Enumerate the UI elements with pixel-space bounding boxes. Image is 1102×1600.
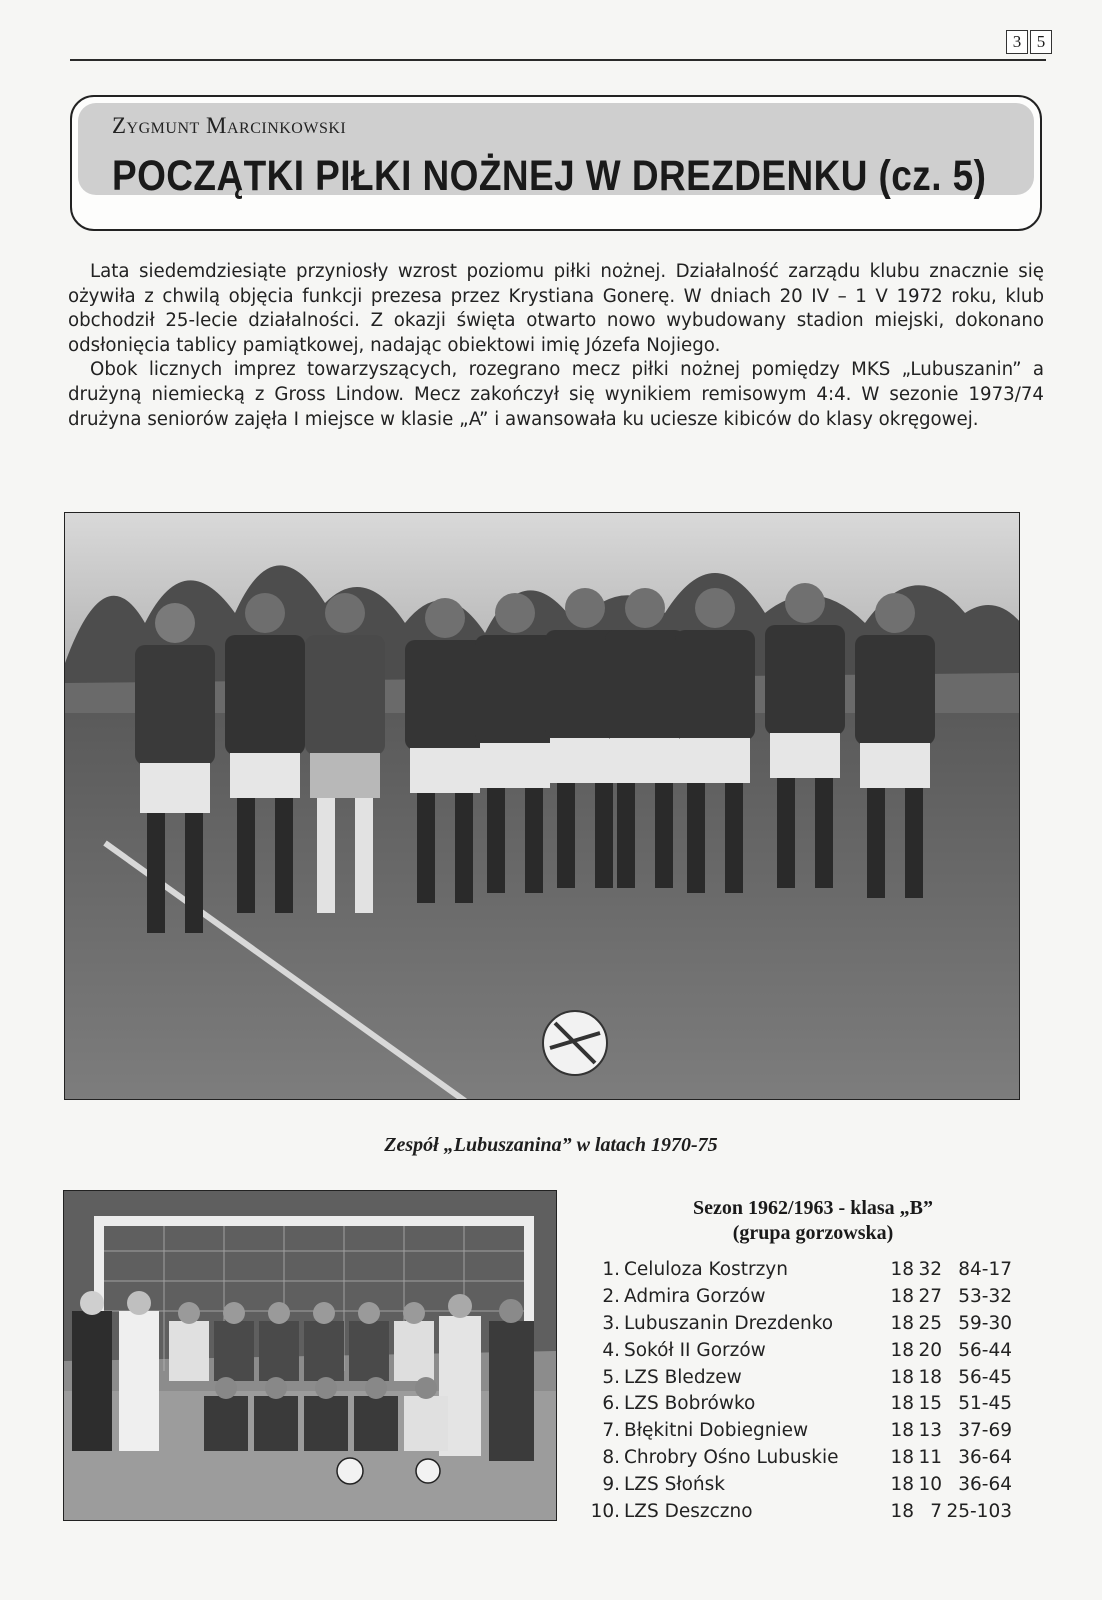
team-photo-small-image [64,1191,557,1521]
goal-difference: 56-45 [958,1366,1012,1388]
team-position: 1. [602,1258,620,1280]
team-position: 6. [602,1393,620,1415]
page-number [1006,30,1052,54]
standings-table [590,1256,1012,1525]
page-number-digit: 3 [1006,30,1028,54]
team-points: 15 [918,1393,942,1415]
team-points: 18 [918,1366,942,1388]
team-name: LZS Bledzew [624,1366,742,1388]
team-points: 10 [918,1474,942,1496]
games-played: 18 [890,1474,914,1496]
page-number-digit: 5 [1030,30,1052,54]
games-played: 18 [890,1447,914,1469]
goal-difference: 37-69 [958,1420,1012,1442]
team-name: Admira Gorzów [624,1285,766,1307]
paragraph: Lata siedemdziesiąte przyniosły wzrost poziomu piłki nożnej. Działalność zarządu klubu znacznie się ożywiła z chwilą objęcia funkcji prezesa przez Krystiana Gonerę. W dniach 20 IV – 1 V 1972 roku, klub obchodził 25-lecie działalności. Z okazji święta otwarto nowo wybudowany stadion miejski, dokonano odsłonięcia tablicy pamiątkowej, nadając obiektowi imię Józefa Nojiego. [68,261,1044,356]
team-name: Błękitni Dobiegniew [624,1420,809,1442]
team-position: 10. [590,1500,620,1522]
games-played: 18 [890,1393,914,1415]
table-row [590,1417,1012,1444]
team-position: 3. [602,1312,620,1334]
team-photo-main [64,512,1020,1100]
table-row [590,1337,1012,1364]
team-position: 4. [602,1339,620,1361]
table-row [590,1256,1012,1283]
team-points: 13 [918,1420,942,1442]
title-box [70,95,1042,231]
games-played: 18 [890,1366,914,1388]
table-row [590,1444,1012,1471]
goal-difference: 36-64 [958,1474,1012,1496]
team-position: 9. [602,1474,620,1496]
table-row [590,1471,1012,1498]
paragraph: Obok licznych imprez towarzyszących, rozegrano mecz piłki nożnej pomiędzy MKS „Lubuszanin” a drużyną niemiecką z Gross Lindow. Mecz zakończył się wynikiem remisowym 4:4. W sezonie 1973/74 drużyna seniorów zajęła I miejsce w klasie „A” i awansowała ku uciesze kibiców do klasy okręgowej. [68,359,1044,430]
team-points: 27 [918,1285,942,1307]
team-position: 7. [602,1420,620,1442]
team-points: 11 [918,1447,942,1469]
games-played: 18 [890,1500,914,1522]
team-position: 8. [602,1447,620,1469]
team-name: Lubuszanin Drezdenko [624,1312,834,1334]
table-row [590,1310,1012,1337]
team-position: 5. [602,1366,620,1388]
photo-caption: Zespół „Lubuszanina” w latach 1970-75 [384,1134,718,1156]
standings-subtitle: (grupa gorzowska) [732,1222,894,1244]
goal-difference: 53-32 [958,1285,1012,1307]
article-body [68,260,1044,432]
table-row [590,1283,1012,1310]
table-row [590,1498,1012,1525]
header-rule [70,59,1046,61]
games-played: 18 [890,1312,914,1334]
goal-difference: 84-17 [958,1258,1012,1280]
team-name: LZS Słońsk [624,1474,726,1496]
games-played: 18 [890,1258,914,1280]
table-row [590,1364,1012,1391]
games-played: 18 [890,1339,914,1361]
team-name: Celuloza Kostrzyn [624,1258,788,1280]
team-name: Sokół II Gorzów [624,1339,766,1361]
team-points: 32 [918,1258,942,1280]
team-points: 25 [918,1312,942,1334]
team-photo-small [63,1190,557,1521]
team-points: 20 [918,1339,942,1361]
standings-title-line: Sezon 1962/1963 - klasa „B” [692,1197,934,1219]
team-points: 7 [930,1500,942,1522]
goal-difference: 51-45 [958,1393,1012,1415]
goal-difference: 25-103 [946,1500,1012,1522]
team-position: 2. [602,1285,620,1307]
table-row [590,1390,1012,1417]
author-name: Zygmunt Marcinkowski [112,113,347,138]
team-photo-main-image [65,513,1020,1100]
team-name: Chrobry Ośno Lubuskie [624,1447,839,1469]
standings-title [574,1196,1052,1246]
goal-difference: 59-30 [958,1312,1012,1334]
article-title: POCZĄTKI PIŁKI NOŻNEJ W DREZDENKU (cz. 5) [112,152,987,200]
goal-difference: 56-44 [958,1339,1012,1361]
games-played: 18 [890,1420,914,1442]
team-name: LZS Bobrówko [624,1393,756,1415]
team-name: LZS Deszczno [624,1500,753,1522]
games-played: 18 [890,1285,914,1307]
goal-difference: 36-64 [958,1447,1012,1469]
